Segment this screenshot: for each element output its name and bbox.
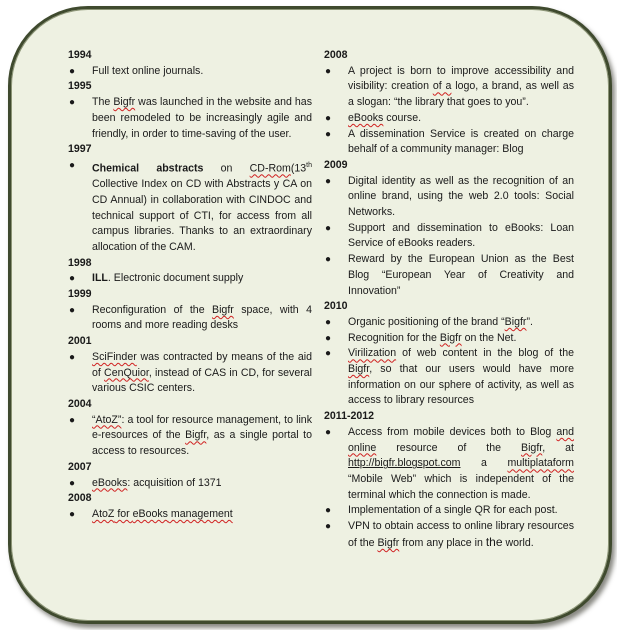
year-heading: 2001 (68, 335, 92, 348)
list-item: ● Chemical abstracts on CD-Rom(13th Collective Index on CD with Abstracts y CA on CD Annual) in collaboration with CINDOC and technical support of CTI, for access from all campus libraries. Thanks to an extraordinary allocation of the CAM. (69, 159, 313, 253)
list-item: ● Full text online journals. (68, 64, 312, 80)
bullet-icon: ● (69, 508, 76, 520)
bullet-icon: ● (325, 521, 332, 533)
year-heading: 2010 (324, 300, 348, 313)
list-item: ● AtoZ for eBooks management (68, 507, 312, 523)
bullet-icon: ● (69, 477, 76, 489)
timeline-left-column (68, 48, 312, 523)
list-item: ● eBooks: acquisition of 1371 (68, 476, 312, 492)
bullet-icon: ● (69, 97, 76, 109)
list-item: ● A dissemination Service is created on charge behalf of a community manager: Blog (325, 127, 574, 156)
list-item: ● Implementation of a single QR for each post. (324, 503, 574, 519)
bullet-icon: ● (69, 65, 76, 77)
list-item: ● ILL. Electronic document supply (68, 271, 312, 287)
year-heading: 2008 (68, 492, 92, 505)
bullet-icon: ● (325, 128, 332, 140)
list-item: ● A project is born to improve accessibility and visibility: creation of a logo, a brand, as well as a slogan: “the library that goes to you”. (325, 64, 575, 109)
bullet-icon: ● (325, 112, 332, 124)
list-item: ● Virilization of web content in the blog of the Bigfr, so that our users would have more information on our sphere of activity, as well as access to library resources (325, 347, 574, 407)
list-item: ● Recognition for the Bigfr on the Net. (324, 331, 574, 347)
list-item: ● Support and dissemination to eBooks: Loan Service of eBooks readers. (325, 221, 574, 250)
bullet-icon: ● (69, 351, 76, 363)
year-heading: 2007 (68, 460, 92, 473)
bullet-icon: ● (325, 332, 332, 344)
bullet-icon: ● (325, 426, 332, 438)
year-heading: 1994 (68, 49, 92, 61)
year-heading: 1995 (68, 80, 92, 93)
list-item: ● eBooks course. (324, 111, 574, 127)
bullet-icon: ● (325, 222, 332, 234)
year-heading: 1998 (68, 256, 92, 269)
list-item: ● SciFinder was contracted by means of the aid of CenQuior, instead of CAS in CD, for several various CSIC centers. (69, 350, 312, 395)
year-heading: 2011-2012 (324, 410, 375, 423)
year-heading: 2009 (324, 158, 348, 171)
bullet-icon: ● (325, 505, 332, 517)
year-heading: 2008 (324, 49, 348, 61)
list-item: ● Digital identity as well as the recognition of an online brand, using the web 2.0 tools: Social Networks. (325, 174, 574, 219)
bullet-icon: ● (325, 175, 332, 187)
year-heading: 1999 (68, 288, 92, 301)
bullet-icon: ● (325, 254, 332, 266)
list-item: ● Access from mobile devices both to Blog and online resource of the Bigfr, at http://bigfr.blogspot.com a multiplataform “Mobile Web” which is independent of the terminal which the connection is made. (325, 425, 574, 501)
list-item: ● The Bigfr was launched in the website and has been remodeled to be increasingly agile and friendly, in order to time-saving of the user. (69, 96, 312, 140)
bullet-icon: ● (69, 414, 76, 426)
list-item: ● “AtoZ”: a tool for resource management, to link e-resources of the Bigfr, as a single portal to access to resources. (69, 413, 312, 458)
bullet-icon: ● (69, 273, 76, 285)
bullet-icon: ● (69, 159, 76, 171)
list-item: ● Reconfiguration of the Bigfr space, with 4 rooms and more reading desks (69, 303, 312, 332)
year-heading: 2004 (68, 398, 92, 410)
bullet-icon: ● (69, 304, 76, 316)
list-item: ● VPN to obtain access to online library resources of the Bigfr from any place in the world. (325, 520, 574, 549)
list-item: ● Reward by the European Union as the Best Blog “European Year of Creativity and Innovation” (325, 253, 574, 297)
timeline-right-column (324, 48, 574, 552)
bullet-icon: ● (325, 65, 332, 77)
year-heading: 1997 (68, 143, 92, 156)
blog-link[interactable]: http://bigfr.blogspot.com (348, 457, 461, 470)
list-item: ● Organic positioning of the brand “Bigfr”. (324, 315, 574, 331)
bullet-icon: ● (325, 348, 332, 360)
bullet-icon: ● (325, 316, 332, 328)
